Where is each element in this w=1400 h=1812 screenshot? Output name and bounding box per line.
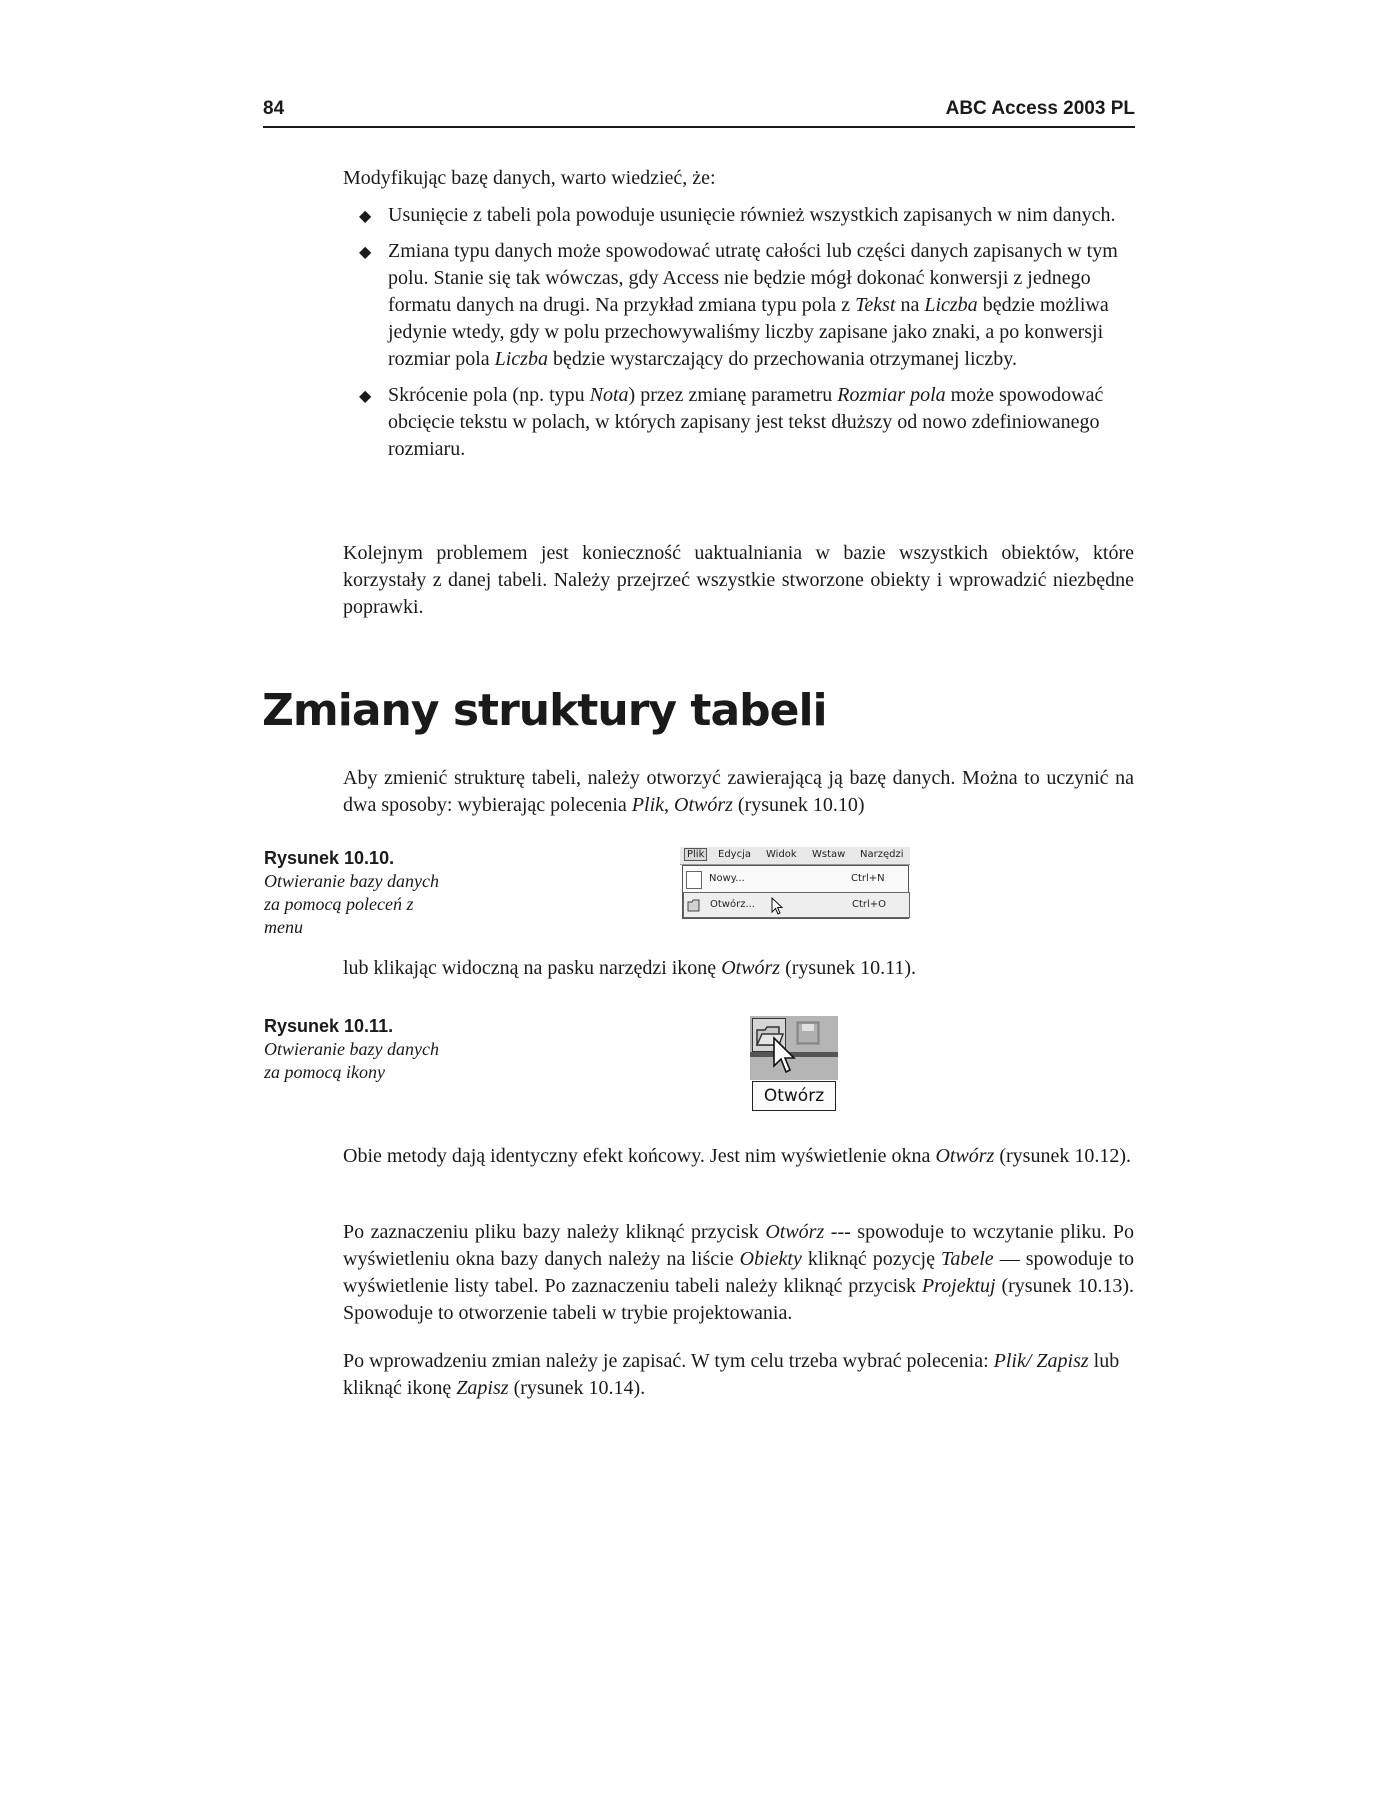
diamond-bullet-icon: ◆ <box>359 242 372 261</box>
paragraph-select: Po zaznaczeniu pliku bazy należy kliknąć przycisk Otwórz --- spowoduje to wczytanie pliku. Po wyświetleniu okna bazy danych należy na liście Obiekty kliknąć pozycję Tabele — spowoduje to wyświetlenie listy tabel. Po zaznaczeniu tabeli należy kliknąć przycisk Projektuj (rysunek 10.13). Spowoduje to otworzenie tabeli w trybie projektowania. <box>343 1221 1135 1324</box>
menu-bar <box>680 847 910 865</box>
file-menu-dropdown <box>682 865 909 919</box>
figure-label: Rysunek 10.10. <box>264 848 395 868</box>
bullet-item: ◆ Usunięcie z tabeli pola powoduje usunięcie również wszystkich zapisanych w nim danych. <box>359 202 1119 229</box>
open-icon-screenshot <box>750 1016 838 1114</box>
menu-narzedzia[interactable]: Narzędzi <box>860 849 904 860</box>
bullet-list <box>359 202 1119 472</box>
figure-10-10-caption <box>264 847 439 939</box>
paragraph-open: Aby zmienić strukturę tabeli, należy otworzyć zawierającą ją bazę danych. Można to uczynić na dwa sposoby: wybierając polecenia Plik, Otwórz (rysunek 10.10) <box>343 767 1134 816</box>
save-disk-icon <box>796 1021 820 1045</box>
figure-caption-text: Otwieranie bazy danych za pomocą poleceń z menu <box>264 871 439 937</box>
bullet-item: ◆ Skrócenie pola (np. typu Nota) przez zmianę parametru Rozmiar pola może spowodować obcięcie tekstu w polach, w których zapisany jest tekst dłuższy od nowo zdefiniowanego rozmiaru. <box>359 384 1104 460</box>
paragraph-problem: Kolejnym problemem jest konieczność uaktualniania w bazie wszystkich obiektów, które korzystały z danej tabeli. Należy przejrzeć wszystkie stworzone obiekty i wprowadzić niezbędne poprawki. <box>343 542 1134 618</box>
mouse-pointer-icon <box>772 1036 798 1076</box>
paragraph-methods: Obie metody dają identyczny efekt końcowy. Jest nim wyświetlenie okna Otwórz (rysunek 10.12). <box>343 1145 1131 1167</box>
paragraph-save: Po wprowadzeniu zmian należy je zapisać. W tym celu trzeba wybrać polecenia: Plik/ Zapisz lub kliknąć ikonę Zapisz (rysunek 10.14). <box>343 1350 1120 1399</box>
figure-caption-text: Otwieranie bazy danych za pomocą ikony <box>264 1039 439 1082</box>
tooltip: Otwórz <box>752 1081 836 1111</box>
running-head <box>263 96 1135 128</box>
open-folder-icon <box>687 897 701 913</box>
mouse-pointer-icon <box>771 897 785 915</box>
section-heading: Zmiany struktury tabeli <box>262 685 827 736</box>
figure-label: Rysunek 10.11. <box>264 1016 394 1036</box>
book-title: ABC Access 2003 PL <box>945 98 1135 119</box>
page-number: 84 <box>263 98 285 119</box>
new-document-icon <box>686 871 702 889</box>
menu-plik[interactable]: Plik <box>684 848 707 861</box>
paragraph-icon: lub klikając widoczną na pasku narzędzi ikonę Otwórz (rysunek 10.11). <box>343 957 916 979</box>
file-menu-screenshot <box>680 847 910 917</box>
menu-item-open[interactable]: Otwórz... Ctrl+O <box>683 892 910 918</box>
menu-edycja[interactable]: Edycja <box>718 849 751 860</box>
save-toolbar-button[interactable] <box>796 1021 820 1045</box>
diamond-bullet-icon: ◆ <box>359 386 372 405</box>
menu-item-new[interactable]: Nowy... Ctrl+N <box>683 867 908 891</box>
menu-widok[interactable]: Widok <box>766 849 797 860</box>
bullet-item: ◆ Zmiana typu danych może spowodować utratę całości lub części danych zapisanych w tym polu. Stanie się tak wówczas, gdy Access nie będzie mógł dokonać konwersji z jednego formatu danych na drugi. Na przykład zmiana typu pola z Tekst na Liczba będzie możliwa jedynie wtedy, gdy w polu przechowywaliśmy liczby zapisane jako znaki, a po konwersji rozmiar pola Liczba będzie wystarczający do przechowania otrzymanej liczby. <box>359 240 1118 370</box>
intro-paragraph: Modyfikując bazę danych, warto wiedzieć, że: <box>343 167 716 189</box>
diamond-bullet-icon: ◆ <box>359 206 372 225</box>
figure-10-11-caption <box>264 1015 439 1084</box>
menu-wstaw[interactable]: Wstaw <box>812 849 846 860</box>
